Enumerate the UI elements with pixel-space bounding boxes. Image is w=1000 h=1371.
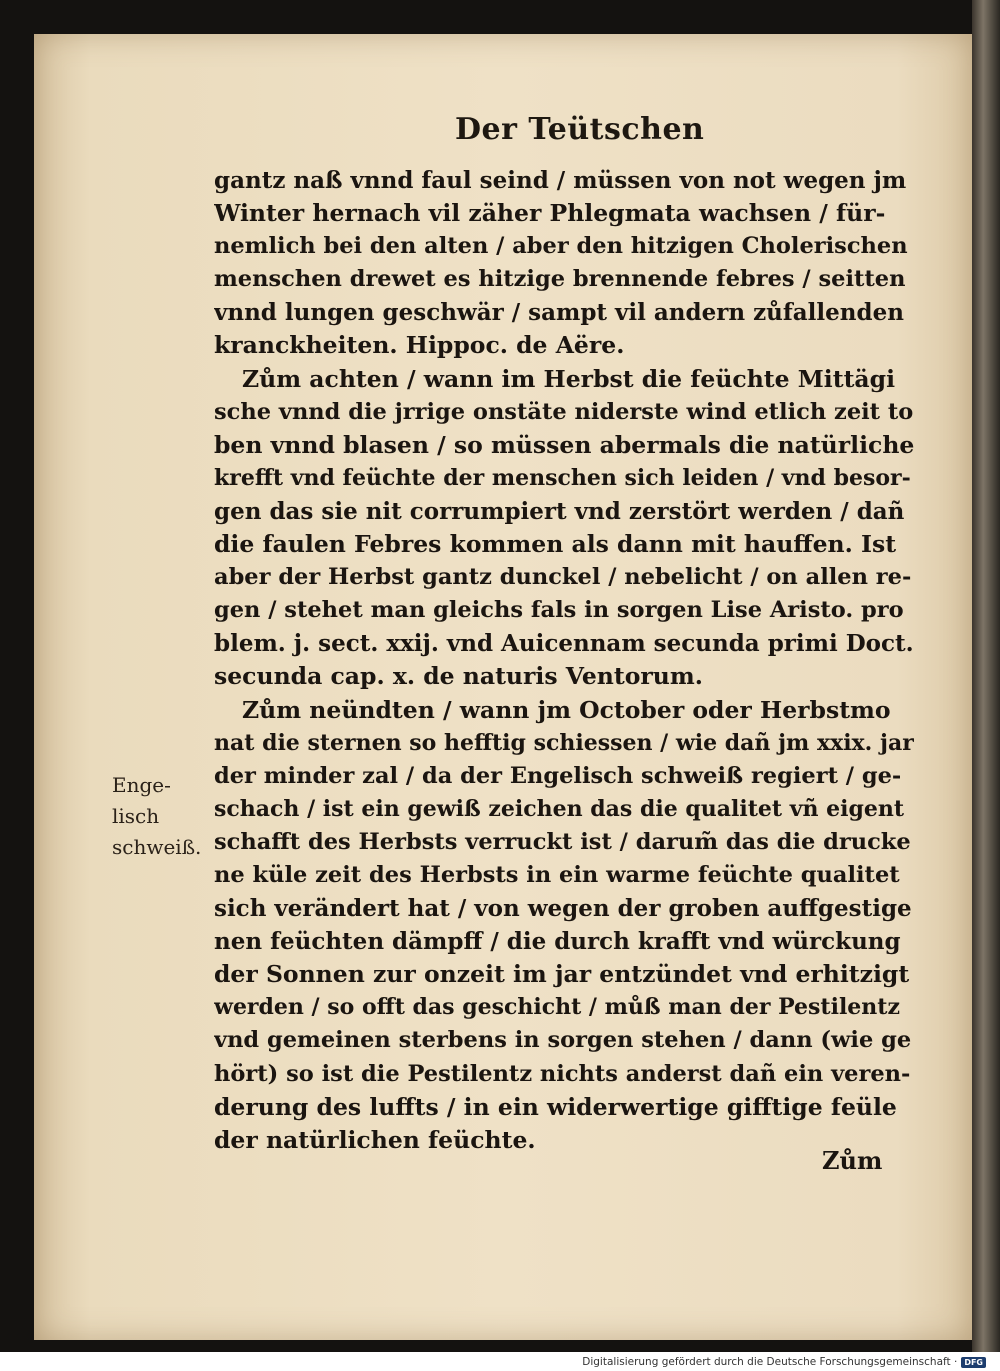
- text-line: Winter hernach vil zäher Phlegmata wachsen / für-: [214, 199, 886, 228]
- text-line: der Sonnen zur onzeit im jar entzündet vnd erhitzigt: [214, 960, 910, 989]
- text-line: derung des luffts / in ein widerwertige gifftige feüle: [214, 1092, 897, 1121]
- text-line: der minder zal / da der Engelisch schweiß regiert / ge-: [214, 762, 902, 789]
- text-line: menschen drewet es hitzige brennende febres / seitten: [214, 266, 906, 293]
- text-line: sche vnnd die jrrige onstäte niderste wind etlich zeit to: [214, 398, 914, 425]
- digitization-footer: [582, 1356, 986, 1368]
- text-line: sich verändert hat / von wegen der groben auffgestige: [214, 895, 912, 923]
- text-line: ne küle zeit des Herbsts in ein warme feüchte qualitet: [214, 861, 900, 888]
- text-line: die faulen Febres kommen als dann mit hauffen. Ist: [214, 530, 897, 559]
- text-line: krefft vnd feüchte der menschen sich leiden / vnd besor-: [214, 464, 911, 491]
- paragraph-start-line: Zům achten / wann im Herbst die feüchte Mittägi: [242, 364, 896, 393]
- catchword: Zům: [822, 1146, 883, 1175]
- text-line: vnd gemeinen sterbens in sorgen stehen / dann (wie ge: [214, 1027, 912, 1054]
- text-line: schach / ist ein gewiß zeichen das die qualitet vñ eigent: [214, 795, 905, 822]
- text-line: kranckheiten. Hippoc. de Aëre.: [214, 331, 625, 360]
- text-line: gen das sie nit corrumpiert vnd zerstört werden / dañ: [214, 497, 905, 525]
- text-line: gen / stehet man gleichs fals in sorgen Lise Aristo. pro: [214, 597, 904, 624]
- text-line: der natürlichen feüchte.: [214, 1125, 536, 1154]
- text-line: aber der Herbst gantz dunckel / nebelicht / on allen re-: [214, 564, 912, 591]
- marginal-note-line: Enge-: [112, 773, 171, 797]
- text-line: nemlich bei den alten / aber den hitzigen Cholerischen: [214, 233, 908, 260]
- text-line: nen feüchten dämpff / die durch krafft vnd würckung: [214, 928, 901, 956]
- running-head: Der Teütschen: [455, 112, 705, 147]
- footer-credit-text: Digitalisierung gefördert durch die Deutsche Forschungsgemeinschaft ·: [582, 1356, 958, 1368]
- marginal-note-line: schweiß.: [112, 835, 202, 859]
- text-line: secunda cap. x. de naturis Ventorum.: [214, 662, 703, 691]
- text-line: blem. j. sect. xxij. vnd Auicennam secunda primi Doct.: [214, 630, 914, 658]
- text-line: hört) so ist die Pestilentz nichts anderst dañ ein veren-: [214, 1060, 911, 1087]
- body-text: [214, 164, 914, 1157]
- text-line: nat die sternen so hefftig schiessen / wie dañ jm xxix. jar: [214, 729, 914, 756]
- page-edge: [972, 0, 1000, 1352]
- marginal-note: [112, 770, 212, 863]
- marginal-note-line: lisch: [112, 804, 160, 828]
- paragraph-start-line: Zům neündten / wann jm October oder Herbstmo: [242, 695, 891, 724]
- text-line: vnnd lungen geschwär / sampt vil andern zůfallenden: [214, 299, 904, 327]
- text-line: gantz naß vnnd faul seind / müssen von not wegen jm: [214, 167, 907, 194]
- text-line: ben vnnd blasen / so müssen abermals die natürliche: [214, 430, 914, 459]
- dfg-logo: DFG: [961, 1357, 986, 1368]
- text-line: werden / so offt das geschicht / můß man der Pestilentz: [214, 994, 900, 1021]
- text-line: schafft des Herbsts verruckt ist / darum̃ das die drucke: [214, 828, 911, 855]
